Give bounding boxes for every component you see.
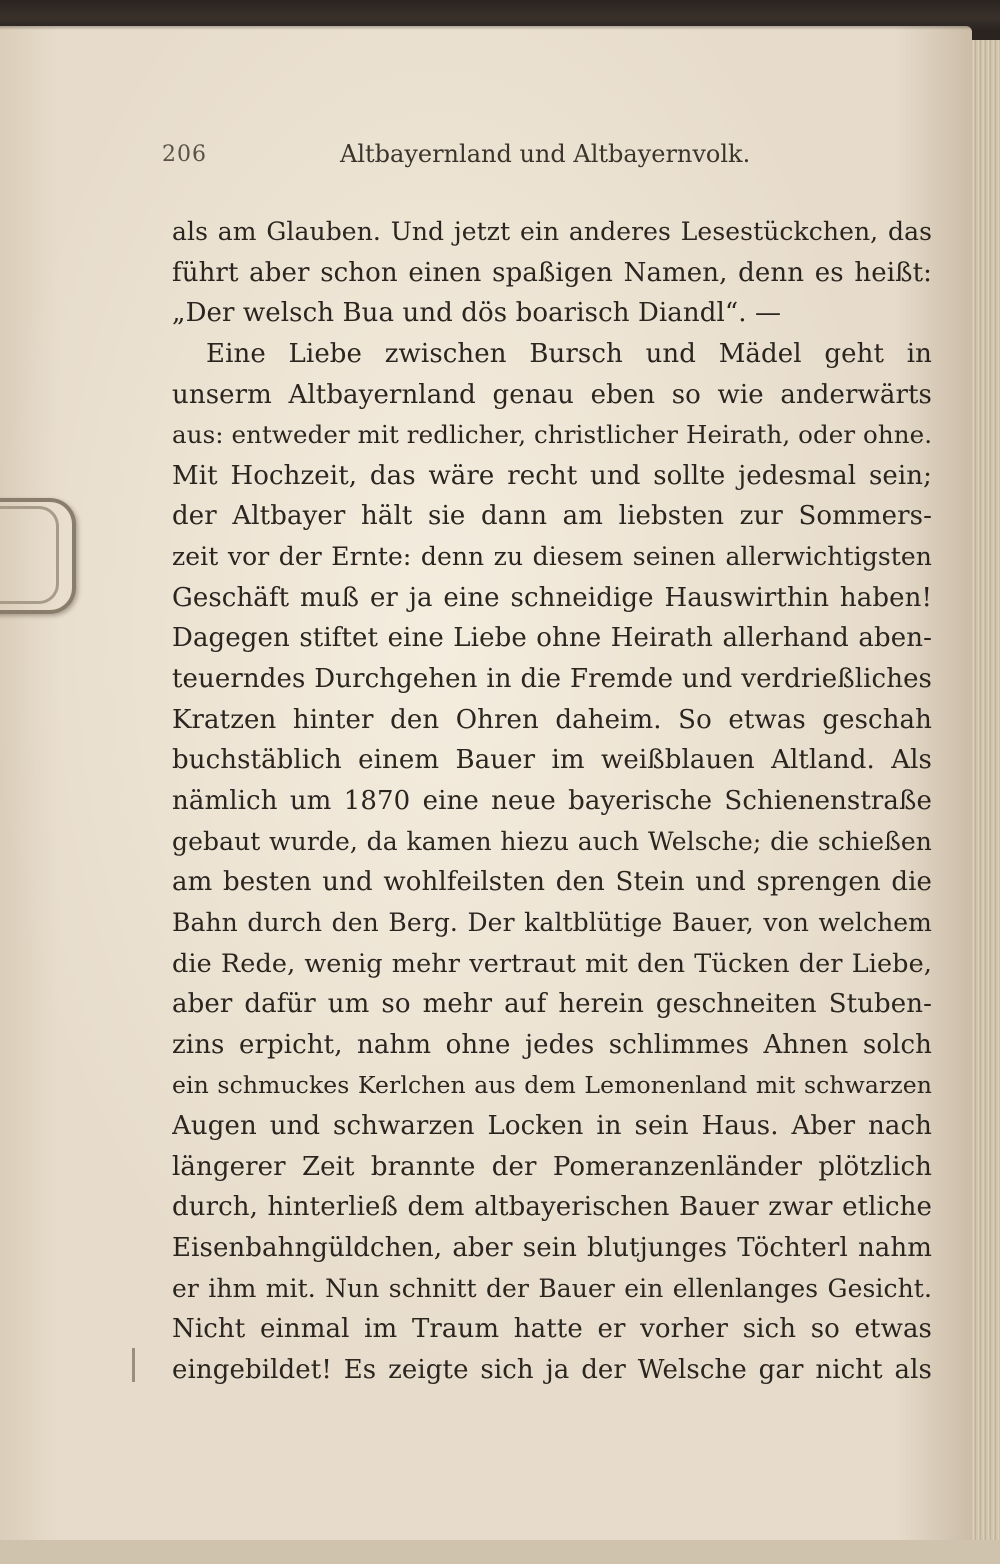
- text-line: durch, hinterließ dem altbayerischen Bauer zwar etliche: [172, 1192, 932, 1223]
- text-line: zeit vor der Ernte: denn zu diesem seinen allerwichtigsten: [172, 542, 932, 572]
- text-line: gebaut wurde, da kamen hiezu auch Welsche; die schießen: [172, 826, 932, 856]
- bottom-edge: [0, 1540, 1000, 1564]
- text-line: Geschäft muß er ja eine schneidige Hauswirthin haben!: [172, 582, 932, 613]
- text-line: ein schmuckes Kerlchen aus dem Lemonenland mit schwarzen: [172, 1071, 932, 1100]
- text-line: die Rede, wenig mehr vertraut mit den Tücken der Liebe,: [172, 948, 932, 979]
- running-header: Altbayernland und Altbayernvolk.: [340, 140, 751, 168]
- text-line: als am Glauben. Und jetzt ein anderes Lesestückchen, das: [172, 217, 932, 246]
- text-line: Augen und schwarzen Locken in sein Haus. Aber nach: [172, 1111, 932, 1142]
- text-line: teuerndes Durchgehen in die Fremde und verdrießliches: [172, 664, 932, 695]
- page-number: 206: [162, 142, 207, 167]
- text-line: eingebildet! Es zeigte sich ja der Welsche gar nicht als: [172, 1354, 932, 1385]
- text-line: führt aber schon einen spaßigen Namen, denn es heißt:: [172, 257, 932, 288]
- text-line: aus: entweder mit redlicher, christlicher Heirath, oder ohne.: [172, 420, 932, 450]
- margin-pencil-mark: [132, 1348, 135, 1382]
- paper-clip-inner-loop: [0, 506, 59, 604]
- text-line: längerer Zeit brannte der Pomeranzenländer plötzlich: [172, 1151, 932, 1182]
- text-line: Mit Hochzeit, das wäre recht und sollte jedesmal sein;: [172, 460, 932, 491]
- text-line: Nicht einmal im Traum hatte er vorher sich so etwas: [172, 1314, 932, 1345]
- text-line: „Der welsch Bua und dös boarisch Diandl“. —: [172, 298, 782, 329]
- text-line: unserm Altbayernland genau eben so wie anderwärts: [172, 379, 932, 410]
- body-text: [172, 212, 932, 1391]
- text-line: am besten und wohlfeilsten den Stein und sprengen die: [172, 867, 932, 898]
- text-line: nämlich um 1870 eine neue bayerische Schienenstraße: [172, 785, 932, 816]
- text-line: zins erpicht, nahm ohne jedes schlimmes Ahnen solch: [172, 1029, 932, 1060]
- text-line: Bahn durch den Berg. Der kaltblütige Bauer, von welchem: [172, 907, 932, 937]
- text-line: Dagegen stiftet eine Liebe ohne Heirath allerhand aben-: [172, 623, 932, 654]
- text-line: er ihm mit. Nun schnitt der Bauer ein ellenlanges Gesicht.: [172, 1273, 932, 1303]
- text-line: Eisenbahngüldchen, aber sein blutjunges Töchterl nahm: [172, 1233, 932, 1264]
- text-line: Eine Liebe zwischen Bursch und Mädel geht in: [206, 338, 932, 369]
- text-line: buchstäblich einem Bauer im weißblauen Altland. Als: [172, 745, 932, 776]
- text-line: aber dafür um so mehr auf herein geschneiten Stuben-: [172, 989, 932, 1020]
- text-line: der Altbayer hält sie dann am liebsten zur Sommers-: [172, 501, 932, 532]
- page-edge-stack: [972, 40, 1000, 1550]
- top-shadow: [0, 0, 1000, 30]
- text-line: Kratzen hinter den Ohren daheim. So etwas geschah: [172, 704, 932, 735]
